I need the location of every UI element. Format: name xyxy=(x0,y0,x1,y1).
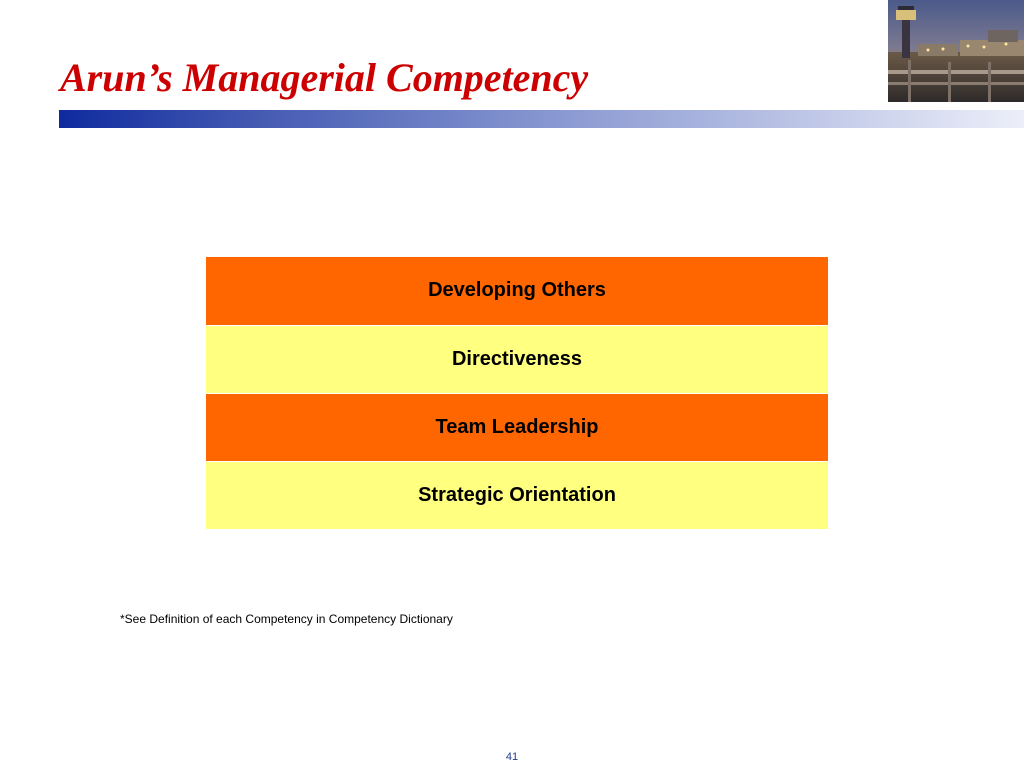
competency-label: Team Leadership xyxy=(435,415,599,438)
slide-title: Arun’s Managerial Competency xyxy=(60,55,589,100)
competency-table xyxy=(206,257,828,529)
competency-row xyxy=(206,325,828,393)
competency-row xyxy=(206,257,828,325)
title-underline-bar xyxy=(59,110,1024,128)
airport-night-photo xyxy=(888,0,1024,102)
competency-row xyxy=(206,461,828,529)
page-number: 41 xyxy=(505,751,519,763)
competency-row xyxy=(206,393,828,461)
competency-label: Directiveness xyxy=(451,347,583,370)
competency-label: Developing Others xyxy=(428,279,606,302)
footnote: *See Definition of each Competency in Competency Dictionary xyxy=(120,612,453,626)
competency-label: Strategic Orientation xyxy=(418,483,616,506)
